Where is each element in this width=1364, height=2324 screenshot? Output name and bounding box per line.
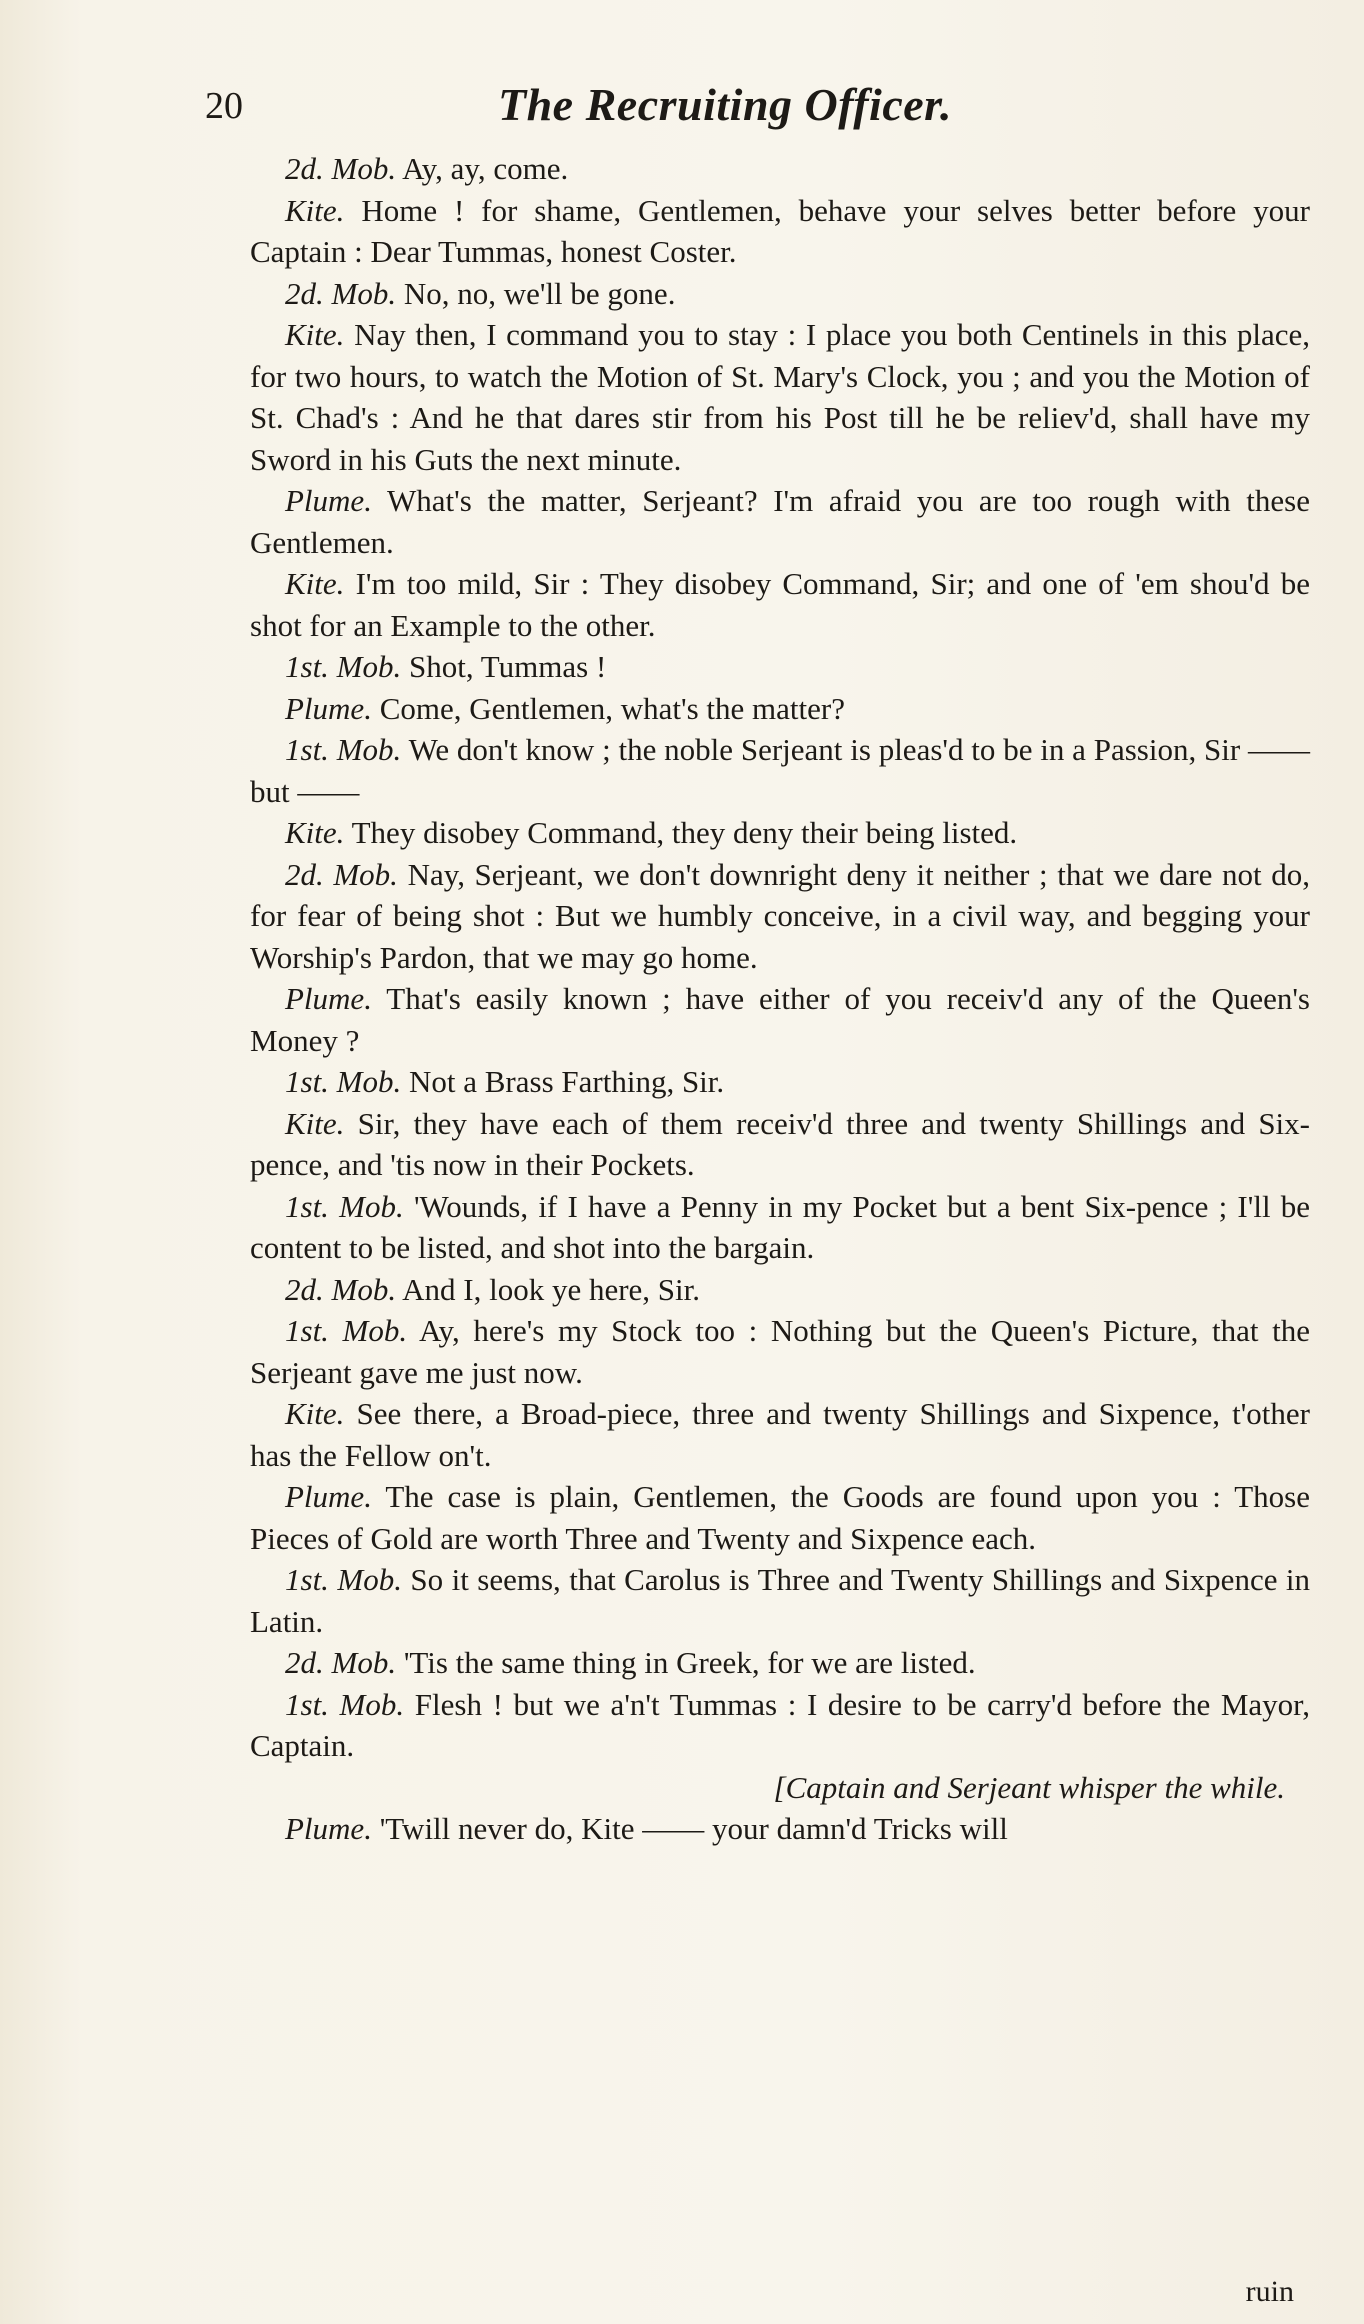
speech-line: [250, 1061, 1310, 1103]
speech-line: [250, 812, 1310, 854]
speech-line: [250, 1269, 1310, 1311]
stage-direction: [Captain and Serjeant whisper the while.: [773, 1769, 1285, 1805]
speaker-name: 2d. Mob.: [285, 856, 398, 892]
speaker-name: Kite.: [285, 1396, 345, 1431]
speech-text: No, no, we'll be gone.: [403, 275, 676, 311]
speaker-name: 1st. Mob.: [285, 1188, 404, 1224]
speech-line: [250, 1642, 1310, 1684]
speaker-name: Kite.: [285, 1105, 345, 1141]
speaker-name: Kite.: [285, 566, 345, 601]
speech-text: The case is plain, Gentlemen, the Goods are found upon you : Those Pieces of Gold are worth Three and Twenty and Sixpence each.: [250, 1479, 1310, 1556]
speech-text: What's the matter, Serjeant? I'm afraid you are too rough with these Gentlemen.: [250, 483, 1310, 560]
speech-line: [250, 646, 1310, 688]
speech-text: I'm too mild, Sir : They disobey Command, Sir; and one of 'em shou'd be shot for an Example to the other.: [250, 566, 1310, 643]
speech-line: [250, 190, 1310, 273]
speech-text: That's easily known ; have either of you receiv'd any of the Queen's Money ?: [250, 981, 1310, 1058]
running-title: The Recruiting Officer.: [498, 79, 953, 130]
speech-text: So it seems, that Carolus is Three and Twenty Shillings and Sixpence in Latin.: [250, 1562, 1311, 1639]
speech-line: [250, 148, 1310, 190]
speech-text: Come, Gentlemen, what's the matter?: [379, 690, 845, 726]
speech-text: Nay, Serjeant, we don't downright deny it neither ; that we dare not do, for fear of being shot : But we humbly conceive, in a civil way, and begging your Worship's Pardon, that we may go home.: [250, 856, 1311, 975]
speech-text: Ay, here's my Stock too : Nothing but the Queen's Picture, that the Serjeant gave me just now.: [250, 1313, 1310, 1390]
speech-text: Ay, ay, come.: [402, 151, 569, 186]
speech-text: 'Tis the same thing in Greek, for we are listed.: [403, 1645, 976, 1680]
speaker-name: Kite.: [285, 815, 345, 850]
speech-text: And I, look ye here, Sir.: [402, 1271, 701, 1307]
speech-line: [250, 273, 1310, 315]
speech-text: We don't know ; the noble Serjeant is pleas'd to be in a Passion, Sir —— but ——: [250, 732, 1310, 809]
speech-text: Shot, Tummas !: [409, 649, 607, 684]
speech-line: [250, 314, 1310, 480]
speech-text: 'Twill never do, Kite —— your damn'd Tricks will: [379, 1811, 1008, 1846]
speech-text: Sir, they have each of them receiv'd three and twenty Shillings and Six-pence, and 'tis now in their Pockets.: [250, 1105, 1310, 1182]
speaker-name: Plume.: [285, 690, 372, 726]
speech-text: Flesh ! but we a'n't Tummas : I desire to be carry'd before the Mayor, Captain.: [250, 1686, 1311, 1763]
speaker-name: 1st. Mob.: [285, 649, 402, 684]
speech-line: [250, 1186, 1310, 1269]
play-text: [250, 148, 1310, 1850]
speech-line: [250, 1103, 1310, 1186]
speech-text: See there, a Broad-piece, three and twenty Shillings and Sixpence, t'other has the Fellow on't.: [250, 1396, 1311, 1473]
catchword: ruin: [1245, 2275, 1294, 2308]
speaker-name: Plume.: [285, 981, 372, 1016]
speaker-name: 1st. Mob.: [285, 1562, 402, 1597]
speech-line: [250, 563, 1310, 646]
speech-text: Not a Brass Farthing, Sir.: [409, 1064, 725, 1099]
speech-line: [250, 978, 1310, 1061]
speech-text: 'Wounds, if I have a Penny in my Pocket but a bent Six-pence ; I'll be content to be listed, and shot into the bargain.: [250, 1188, 1311, 1265]
speech-line: [250, 1684, 1310, 1809]
speaker-name: 2d. Mob.: [285, 1271, 397, 1307]
page-number: 20: [205, 85, 243, 127]
speech-line: [250, 688, 1310, 730]
speaker-name: 2d. Mob.: [285, 1645, 397, 1680]
speaker-name: 1st. Mob.: [285, 732, 402, 767]
speech-text: They disobey Command, they deny their being listed.: [351, 815, 1018, 850]
speech-line: [250, 729, 1310, 812]
speaker-name: Plume.: [285, 483, 372, 518]
speaker-name: Kite.: [285, 317, 345, 352]
speech-line: [250, 1393, 1310, 1476]
speech-line: [250, 1476, 1310, 1559]
speaker-name: 1st. Mob.: [285, 1686, 405, 1722]
speech-line: [250, 1310, 1310, 1393]
speaker-name: 2d. Mob.: [285, 275, 397, 311]
page-header: [205, 78, 1205, 138]
speaker-name: Plume.: [285, 1811, 372, 1846]
speech-text: Home ! for shame, Gentlemen, behave your selves better before your Captain : Dear Tummas, honest Coster.: [250, 192, 1311, 269]
speech-line: [250, 854, 1310, 979]
speech-text: Nay then, I command you to stay : I place you both Centinels in this place, for two hours, to watch the Motion of St. Mary's Clock, you ; and you the Motion of St. Chad's : And he that dares stir from his Post till he be reliev'd, shall have my Sword in his Guts the next minute.: [250, 317, 1311, 477]
speaker-name: 2d. Mob.: [285, 151, 397, 186]
speaker-name: 1st. Mob.: [285, 1064, 402, 1099]
speech-line: [250, 1559, 1310, 1642]
speaker-name: 1st. Mob.: [285, 1313, 408, 1348]
speech-line: [250, 1808, 1310, 1850]
speech-line: [250, 480, 1310, 563]
speaker-name: Kite.: [285, 192, 345, 228]
speaker-name: Plume.: [285, 1479, 372, 1514]
